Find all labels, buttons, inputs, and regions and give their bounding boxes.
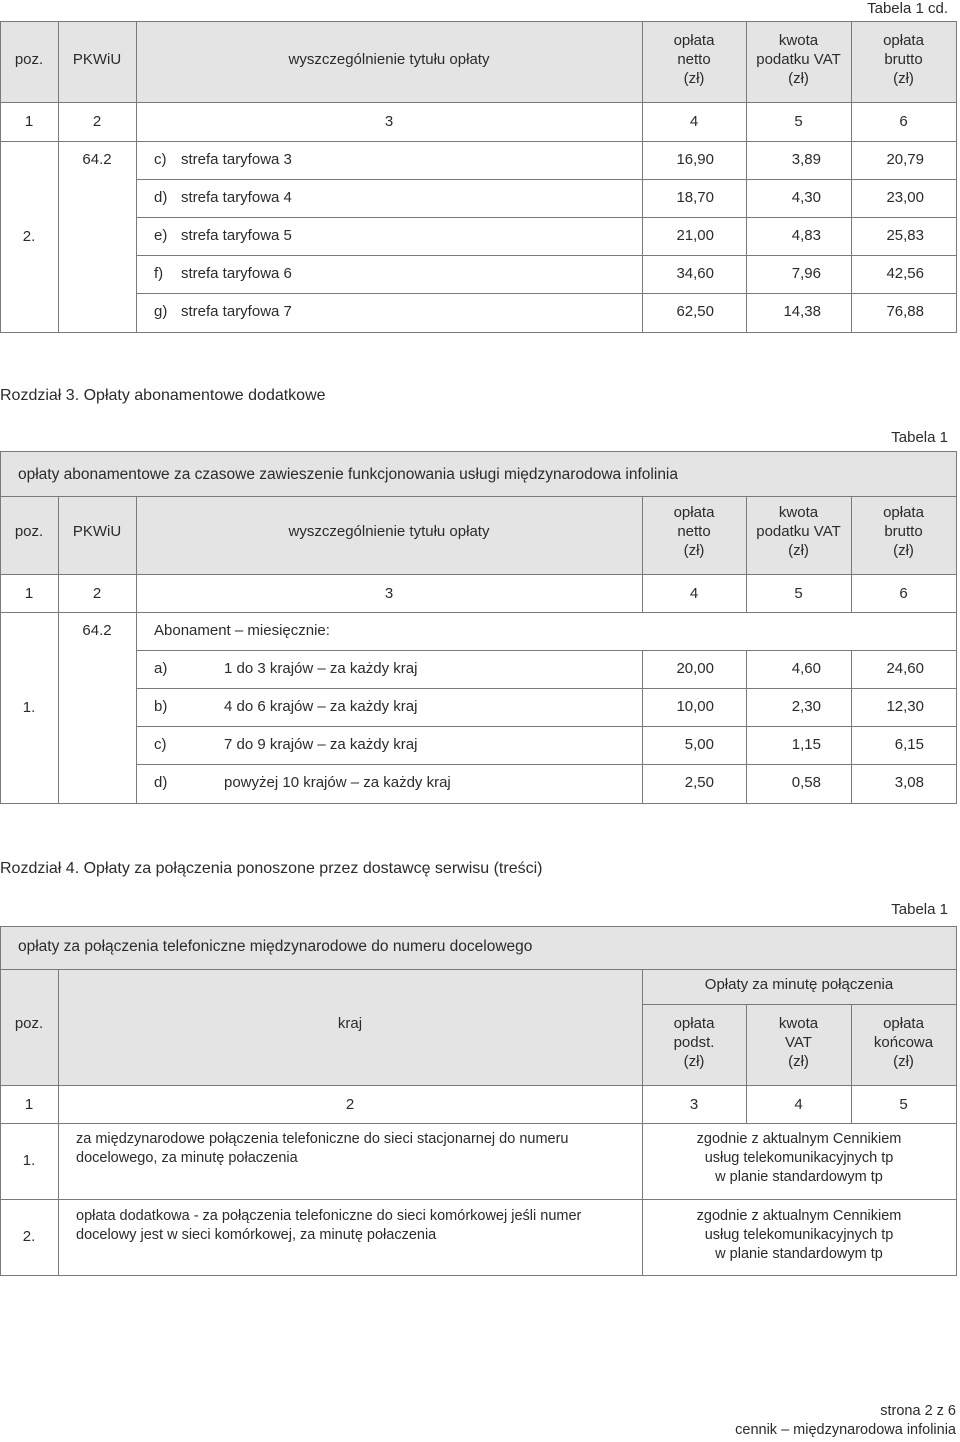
column-number: 5 — [794, 113, 803, 130]
header-description: wyszczególnienie tytułu opłaty — [288, 523, 490, 540]
table-caption: Tabela 1 — [891, 429, 948, 446]
header-vat: kwota podatku VAT (zł) — [756, 504, 841, 559]
header-poz: poz. — [14, 1015, 44, 1032]
header-country: kraj — [337, 1015, 363, 1032]
header-base-fee: opłata podst. (zł) — [673, 1015, 715, 1070]
column-number: 6 — [899, 585, 908, 602]
column-number: 5 — [794, 585, 803, 602]
column-number: 4 — [689, 585, 699, 602]
document-name: cennik – międzynarodowa infolinia — [735, 1422, 956, 1438]
header-brutto: opłata brutto (zł) — [883, 504, 924, 559]
column-number: 2 — [92, 113, 102, 130]
column-number: 2 — [345, 1096, 355, 1113]
header-poz: poz. — [14, 51, 44, 68]
column-number: 6 — [899, 113, 908, 130]
column-number: 4 — [794, 1096, 803, 1113]
column-number: 3 — [384, 113, 394, 130]
section-heading: Rozdział 3. Opłaty abonamentowe dodatkowe — [0, 387, 326, 404]
row-poz: 1. — [22, 699, 36, 716]
table-caption: Tabela 1 — [891, 901, 948, 918]
column-number: 1 — [24, 1096, 34, 1113]
table-title: opłaty abonamentowe za czasowe zawieszenie funkcjonowania usługi międzynarodowa infolinia — [18, 466, 678, 483]
section-heading: Rozdział 4. Opłaty za połączenia ponoszone przez dostawcę serwisu (treści) — [0, 860, 543, 877]
page-number: strona 2 z 6 — [880, 1403, 956, 1419]
row-pkwiu: 64.2 — [82, 622, 112, 639]
column-number: 4 — [689, 113, 699, 130]
header-final-fee: opłata końcowa (zł) — [873, 1015, 934, 1070]
row-poz: 2. — [22, 228, 36, 245]
header-brutto: opłata brutto (zł) — [883, 32, 924, 87]
column-number: 3 — [384, 585, 394, 602]
group-label: Abonament – miesięcznie: — [154, 622, 330, 639]
header-vat: kwota VAT (zł) — [778, 1015, 819, 1070]
header-group: Opłaty za minutę połączenia — [704, 976, 894, 993]
header-poz: poz. — [14, 523, 44, 540]
column-number: 1 — [24, 585, 34, 602]
column-number: 2 — [92, 585, 102, 602]
header-vat: kwota podatku VAT (zł) — [756, 32, 841, 87]
row-pkwiu: 64.2 — [82, 151, 112, 168]
header-netto: opłata netto (zł) — [673, 504, 715, 559]
table-caption: Tabela 1 cd. — [867, 0, 948, 17]
column-number: 3 — [689, 1096, 699, 1113]
header-description: wyszczególnienie tytułu opłaty — [288, 51, 490, 68]
column-number: 1 — [24, 113, 34, 130]
header-netto: opłata netto (zł) — [673, 32, 715, 87]
table-title: opłaty za połączenia telefoniczne międzynarodowe do numeru docelowego — [18, 938, 533, 955]
column-number: 5 — [899, 1096, 908, 1113]
header-pkwiu: PKWiU — [72, 523, 122, 540]
header-pkwiu: PKWiU — [72, 51, 122, 68]
